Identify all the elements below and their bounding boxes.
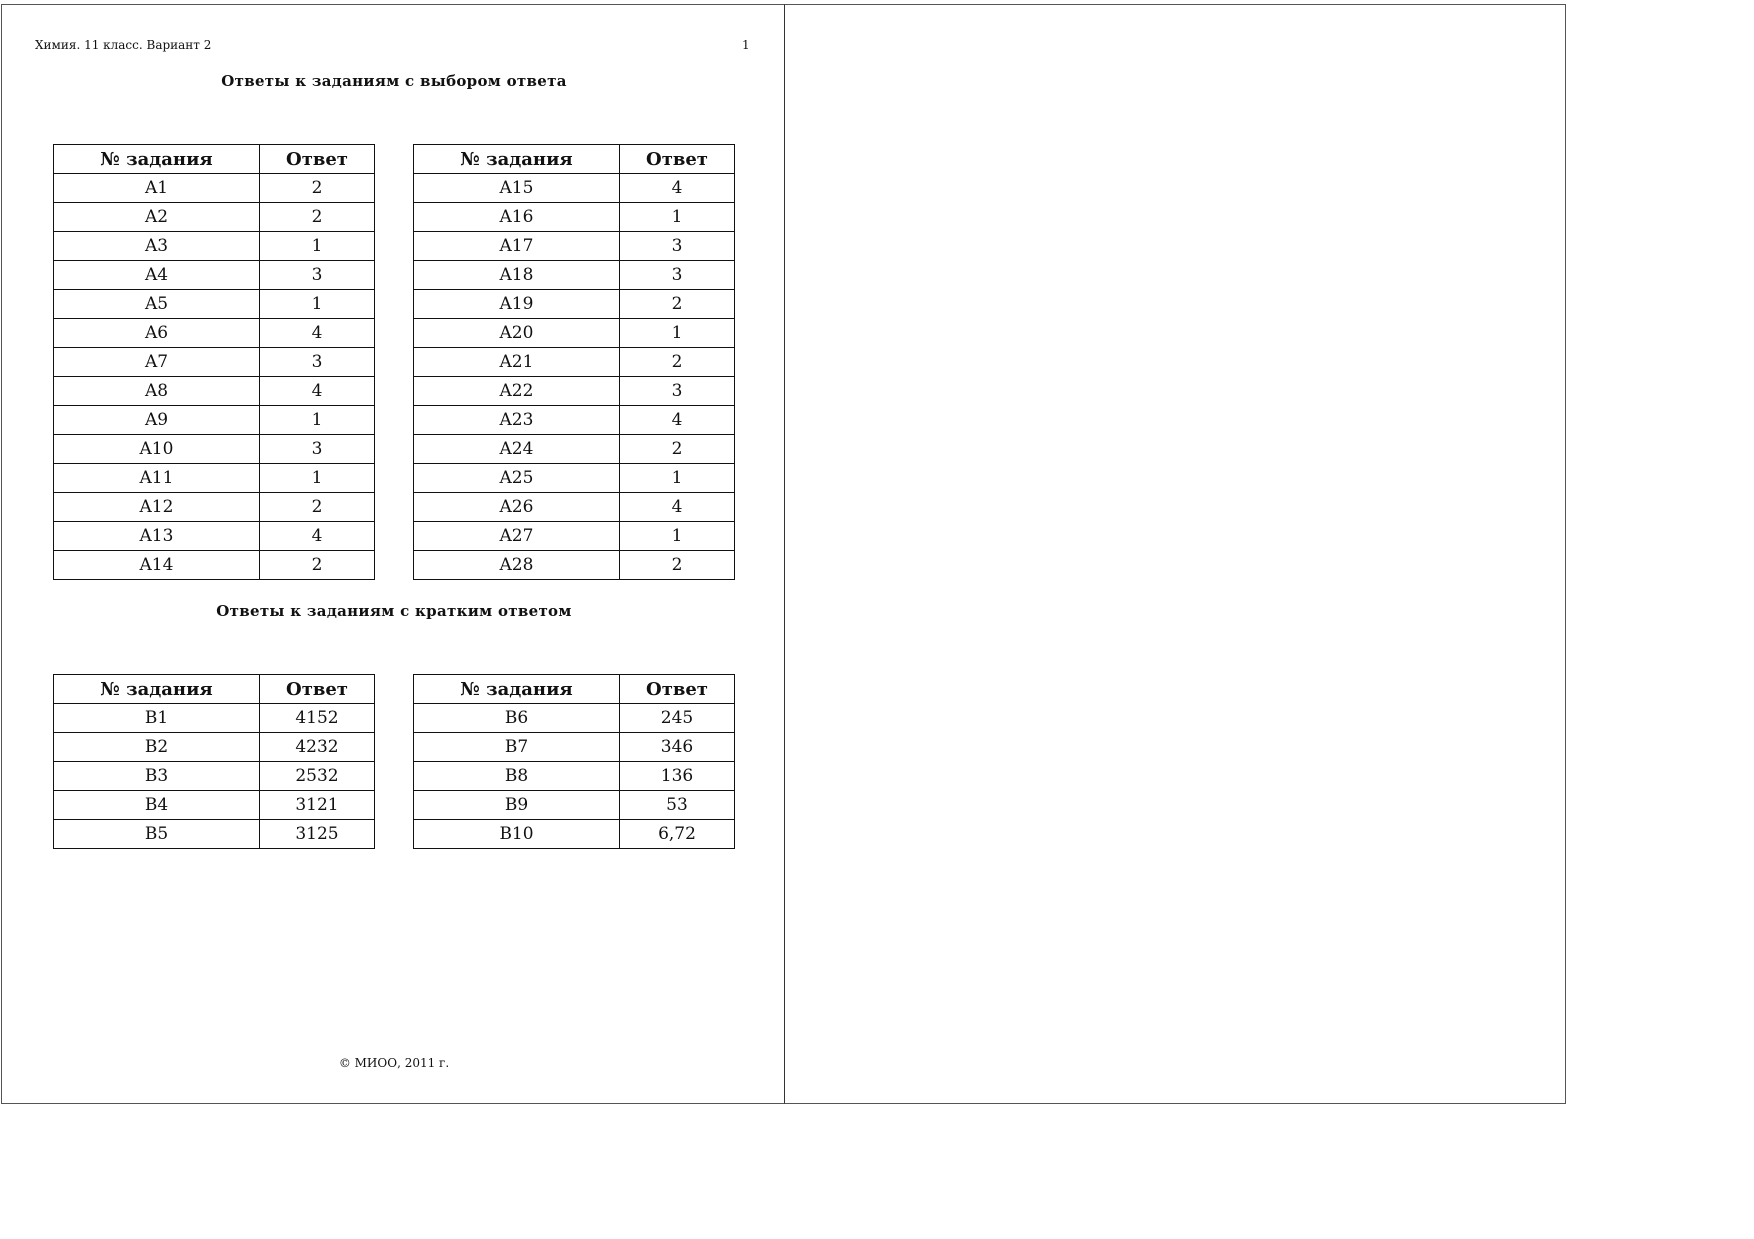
table-row [414,348,735,377]
answer-cell: 136 [620,762,735,791]
answers-table-a-right [413,144,735,580]
task-number-cell: A24 [414,435,620,464]
answer-cell: 2 [260,174,375,203]
answer-cell: 1 [260,290,375,319]
answer-cell: 1 [620,203,735,232]
answer-cell: 3 [260,348,375,377]
answer-cell: 4 [260,522,375,551]
table-row [54,406,375,435]
task-number-cell: A9 [54,406,260,435]
answer-cell: 2532 [260,762,375,791]
table-row [414,493,735,522]
answer-cell: 245 [620,704,735,733]
table-row [54,319,375,348]
answer-cell: 3 [620,261,735,290]
task-number-cell: A16 [414,203,620,232]
answer-cell: 2 [260,203,375,232]
task-number-cell: A2 [54,203,260,232]
table-row [54,290,375,319]
task-number-cell: A25 [414,464,620,493]
task-number-cell: A20 [414,319,620,348]
answer-cell: 2 [260,551,375,580]
answer-cell: 3 [620,377,735,406]
task-number-cell: A4 [54,261,260,290]
answer-cell: 2 [620,290,735,319]
table-row [54,348,375,377]
answer-cell: 53 [620,791,735,820]
table-row [54,377,375,406]
table-row [414,203,735,232]
task-number-cell: A6 [54,319,260,348]
task-number-cell: A17 [414,232,620,261]
task-number-cell: A12 [54,493,260,522]
answer-cell: 1 [620,522,735,551]
task-number-cell: B5 [54,820,260,849]
answer-cell: 3 [260,435,375,464]
answer-cell: 4 [260,377,375,406]
answer-cell: 4 [260,319,375,348]
task-number-cell: B6 [414,704,620,733]
task-number-cell: A5 [54,290,260,319]
answer-cell: 4 [620,493,735,522]
task-number-cell: A19 [414,290,620,319]
table-row [414,435,735,464]
table-row [414,464,735,493]
answers-table-a-left [53,144,375,580]
document-page-right-blank [784,4,1566,1104]
answer-cell: 4232 [260,733,375,762]
answer-cell: 6,72 [620,820,735,849]
table-row [414,290,735,319]
answer-cell: 1 [260,464,375,493]
answer-cell: 4 [620,174,735,203]
answer-cell: 2 [620,551,735,580]
task-number-cell: B7 [414,733,620,762]
document-page-left [1,4,785,1104]
table-row [54,203,375,232]
task-number-cell: A11 [54,464,260,493]
table-row [414,762,735,791]
answer-cell: 4152 [260,704,375,733]
column-header-answer: Ответ [620,675,735,704]
task-number-cell: B4 [54,791,260,820]
table-row [414,261,735,290]
task-number-cell: B9 [414,791,620,820]
table-row [54,435,375,464]
table-row [414,406,735,435]
task-number-cell: A13 [54,522,260,551]
running-header: Химия. 11 класс. Вариант 2 [35,38,212,52]
table-row [54,551,375,580]
table-row [414,522,735,551]
table-row [414,791,735,820]
copyright-footer: © МИОО, 2011 г. [338,1056,450,1070]
task-number-cell: A22 [414,377,620,406]
column-header-answer: Ответ [260,675,375,704]
column-header-answer: Ответ [260,145,375,174]
task-number-cell: A7 [54,348,260,377]
table-row [54,791,375,820]
task-number-cell: B10 [414,820,620,849]
table-row [54,762,375,791]
answer-cell: 2 [260,493,375,522]
table-row [414,733,735,762]
column-header-number: № задания [414,675,620,704]
answer-cell: 3 [620,232,735,261]
column-header-number: № задания [54,675,260,704]
table-row [54,522,375,551]
task-number-cell: A8 [54,377,260,406]
task-number-cell: A15 [414,174,620,203]
answers-table-b-left [53,674,375,849]
answer-cell: 3125 [260,820,375,849]
table-row [414,820,735,849]
answer-cell: 1 [260,232,375,261]
table-row [54,704,375,733]
task-number-cell: A23 [414,406,620,435]
page-number: 1 [742,38,750,52]
column-header-number: № задания [414,145,620,174]
task-number-cell: A21 [414,348,620,377]
table-row [54,261,375,290]
table-row [54,493,375,522]
task-number-cell: A14 [54,551,260,580]
task-number-cell: B1 [54,704,260,733]
answer-cell: 2 [620,435,735,464]
table-row [414,377,735,406]
task-number-cell: A26 [414,493,620,522]
table-row [54,820,375,849]
task-number-cell: A28 [414,551,620,580]
answer-cell: 1 [620,319,735,348]
column-header-number: № задания [54,145,260,174]
task-number-cell: A27 [414,522,620,551]
answer-cell: 3121 [260,791,375,820]
table-row [54,174,375,203]
answer-cell: 346 [620,733,735,762]
section-title-short: Ответы к заданиям с кратким ответом [216,602,572,620]
task-number-cell: A1 [54,174,260,203]
task-number-cell: B8 [414,762,620,791]
answer-cell: 4 [620,406,735,435]
table-row [414,174,735,203]
table-row [54,464,375,493]
task-number-cell: A10 [54,435,260,464]
table-row [414,551,735,580]
table-row [54,733,375,762]
task-number-cell: A3 [54,232,260,261]
answer-cell: 2 [620,348,735,377]
table-row [414,704,735,733]
answers-table-b-right [413,674,735,849]
answer-cell: 1 [260,406,375,435]
table-row [414,232,735,261]
task-number-cell: A18 [414,261,620,290]
section-title-choice: Ответы к заданиям с выбором ответа [221,72,567,90]
column-header-answer: Ответ [620,145,735,174]
table-row [54,232,375,261]
answer-cell: 3 [260,261,375,290]
task-number-cell: B3 [54,762,260,791]
table-row [414,319,735,348]
answer-cell: 1 [620,464,735,493]
task-number-cell: B2 [54,733,260,762]
